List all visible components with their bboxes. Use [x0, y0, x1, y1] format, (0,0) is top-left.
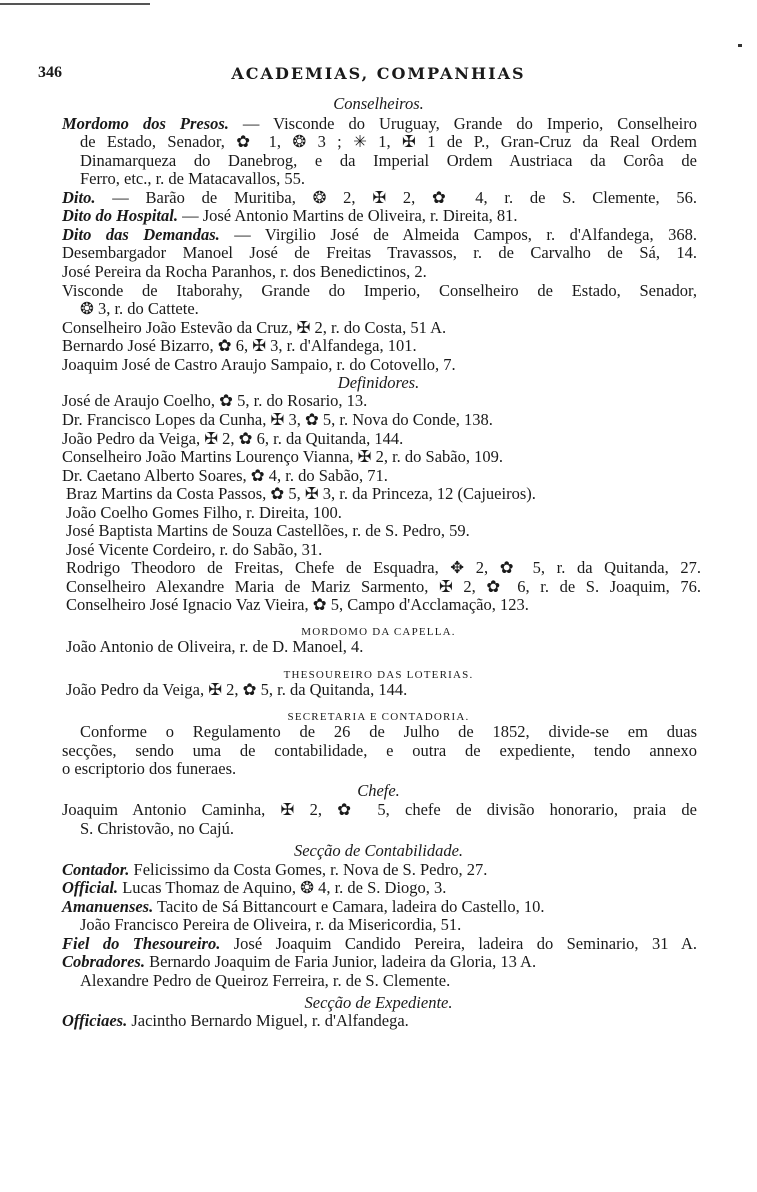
entry-text: Alexandre Pedro de Queiroz Ferreira, r. de S. Clemente. — [80, 971, 451, 990]
entry — [62, 467, 388, 485]
entry — [62, 953, 536, 971]
entry-cont — [80, 170, 305, 188]
top-rule — [0, 3, 150, 5]
entry-text: Tacito de Sá Bittancourt e Camara, ladeira do Castello, 10. — [153, 897, 545, 916]
entry-cont — [80, 300, 199, 318]
entry-text: Lucas Thomaz de Aquino, ❂ 4, r. de S. Diogo, 3. — [118, 878, 447, 897]
entry — [62, 282, 697, 300]
entry-role-label: Dito. — [62, 188, 96, 207]
entry-text: ❂ 3, r. do Cattete. — [80, 299, 199, 318]
entry-role-label: Cobradores. — [62, 952, 145, 971]
section-heading — [0, 374, 757, 392]
entry-text: José Pereira da Rocha Paranhos, r. dos Benedictinos, 2. — [62, 262, 427, 281]
entry — [62, 898, 544, 916]
entry-text: João Pedro da Veiga, ✠ 2, ✿ 5, r. da Quitanda, 144. — [66, 680, 408, 699]
entry-text: — José Antonio Martins de Oliveira, r. Direita, 81. — [177, 206, 518, 225]
entry-role-label: Official. — [62, 878, 119, 897]
ink-mark — [738, 44, 742, 47]
paragraph-line — [62, 760, 236, 778]
entry-text: Felicissimo da Costa Gomes, r. Nova de S. Pedro, 27. — [129, 860, 488, 879]
entry — [66, 504, 342, 522]
entry-text: João Francisco Pereira de Oliveira, r. da Misericordia, 51. — [80, 915, 462, 934]
entry — [62, 356, 456, 374]
entry-text: S. Christovão, no Cajú. — [80, 819, 235, 838]
paragraph-line — [80, 723, 697, 741]
entry-text: Conselheiro João Estevão da Cruz, ✠ 2, r. do Costa, 51 A. — [62, 318, 447, 337]
entry-text: José Joaquim Candido Pereira, ladeira do Seminario, 31 A. — [220, 934, 697, 953]
entry-role-label: Dito das Demandas. — [62, 225, 220, 244]
entry-text: João Coelho Gomes Filho, r. Direita, 100. — [66, 503, 342, 522]
entry — [66, 522, 470, 540]
paragraph-line — [62, 742, 697, 760]
entry-text: Visconde de Itaborahy, Grande do Imperio, Conselheiro de Estado, Senador, — [62, 281, 697, 300]
entry-text: Conselheiros. — [333, 94, 424, 113]
entry — [66, 578, 701, 596]
entry-text: José Baptista Martins de Souza Castellões, r. de S. Pedro, 59. — [66, 521, 470, 540]
running-title: ACADEMIAS, COMPANHIAS — [231, 64, 526, 83]
entry-text: José de Araujo Coelho, ✿ 5, r. do Rosario, 13. — [62, 391, 368, 410]
entry-text: — Barão de Muritiba, ❂ 2, ✠ 2, ✿ 4, r. de S. Clemente, 56. — [95, 188, 697, 207]
entry — [62, 115, 697, 133]
entry-cont — [80, 820, 234, 838]
entry-text: Braz Martins da Costa Passos, ✿ 5, ✠ 3, r. da Princeza, 12 (Cajueiros). — [66, 484, 536, 503]
entry — [62, 189, 697, 207]
entry-text: — Virgilio José de Almeida Campos, r. d'Alfandega, 368. — [219, 225, 697, 244]
entry-role-label: Amanuenses. — [62, 897, 154, 916]
entry-text: Jacintho Bernardo Miguel, r. d'Alfandega. — [127, 1011, 409, 1030]
entry-role-label: Mordomo dos Presos. — [62, 114, 229, 133]
entry-text: de Estado, Senador, ✿ 1, ❂ 3 ; ✳ 1, ✠ 1 de P., Gran-Cruz da Real Ordem — [80, 132, 697, 151]
entry-text: Dinamarqueza do Danebrog, e da Imperial Ordem Austriaca da Corôa de — [80, 151, 697, 170]
entry-text: Conforme o Regulamento de 26 de Julho de 1852, divide-se em duas — [80, 722, 697, 741]
entry-text: THESOUREIRO DAS LOTERIAS. — [283, 669, 474, 681]
entry-text: — Visconde do Uruguay, Grande do Imperio, Conselheiro — [228, 114, 698, 133]
entry-text: Chefe. — [357, 781, 400, 800]
entry-text: SECRETARIA E CONTADORIA. — [287, 711, 470, 723]
entry-text: Secção de Contabilidade. — [293, 841, 464, 860]
entry-role-label: Officiaes. — [62, 1011, 128, 1030]
entry — [62, 263, 427, 281]
entry — [62, 411, 493, 429]
entry-text: Joaquim Antonio Caminha, ✠ 2, ✿ 5, chefe de divisão honorario, praia de — [62, 800, 697, 819]
entry — [62, 879, 446, 897]
entry — [62, 430, 403, 448]
entry — [66, 638, 363, 656]
entry-text: Conselheiro José Ignacio Vaz Vieira, ✿ 5, Campo d'Acclamação, 123. — [66, 595, 529, 614]
entry — [62, 337, 417, 355]
entry-role-label: Fiel do Thesoureiro. — [62, 934, 221, 953]
entry-cont — [80, 133, 697, 151]
entry-text: Conselheiro Alexandre Maria de Mariz Sarmento, ✠ 2, ✿ 6, r. de S. Joaquim, 76. — [66, 577, 701, 596]
section-heading — [0, 842, 757, 860]
entry-text: Dr. Caetano Alberto Soares, ✿ 4, r. do Sabão, 71. — [62, 466, 388, 485]
entry-text: Definidores. — [337, 373, 420, 392]
entry-text: Desembargador Manoel José de Freitas Travassos, r. de Carvalho de Sá, 14. — [62, 243, 697, 262]
entry-text: Secção de Expediente. — [304, 993, 453, 1012]
entry-text: Bernardo José Bizarro, ✿ 6, ✠ 3, r. d'Alfandega, 101. — [62, 336, 417, 355]
entry-cont — [80, 916, 461, 934]
entry — [62, 207, 518, 225]
entry-text: Dr. Francisco Lopes da Cunha, ✠ 3, ✿ 5, r. Nova do Conde, 138. — [62, 410, 493, 429]
entry-text: MORDOMO DA CAPELLA. — [301, 626, 456, 638]
entry — [66, 681, 407, 699]
section-heading — [0, 95, 757, 113]
entry-cont — [80, 972, 450, 990]
entry-text: José Vicente Cordeiro, r. do Sabão, 31. — [66, 540, 323, 559]
entry-text: João Antonio de Oliveira, r. de D. Manoel, 4. — [66, 637, 364, 656]
entry-cont — [80, 152, 697, 170]
entry — [62, 801, 697, 819]
section-heading — [0, 994, 757, 1012]
entry-text: Conselheiro João Martins Lourenço Vianna, ✠ 2, r. do Sabão, 109. — [62, 447, 503, 466]
entry-role-label: Dito do Hospital. — [62, 206, 178, 225]
entry-text: João Pedro da Veiga, ✠ 2, ✿ 6, r. da Quitanda, 144. — [62, 429, 404, 448]
entry-text: Rodrigo Theodoro de Freitas, Chefe de Esquadra, ✥ 2, ✿ 5, r. da Quitanda, 27. — [66, 558, 701, 577]
entry — [66, 485, 536, 503]
entry-text: Joaquim José de Castro Araujo Sampaio, r. do Cotovello, 7. — [62, 355, 456, 374]
entry — [62, 861, 487, 879]
section-heading — [0, 782, 757, 800]
entry — [62, 392, 367, 410]
entry-role-label: Contador. — [62, 860, 130, 879]
entry — [62, 448, 503, 466]
entry-text: Ferro, etc., r. de Matacavallos, 55. — [80, 169, 305, 188]
entry — [62, 226, 697, 244]
entry-text: secções, sendo uma de contabilidade, e outra de expediente, tendo annexo — [62, 741, 697, 760]
entry — [66, 559, 701, 577]
page-number: 346 — [38, 64, 62, 81]
entry — [66, 541, 322, 559]
entry — [66, 596, 529, 614]
entry — [62, 244, 697, 262]
entry-text: Bernardo Joaquim de Faria Junior, ladeira da Gloria, 13 A. — [144, 952, 537, 971]
entry — [62, 935, 697, 953]
entry — [62, 319, 446, 337]
entry-text: o escriptorio dos funeraes. — [62, 759, 237, 778]
entry — [62, 1012, 409, 1030]
